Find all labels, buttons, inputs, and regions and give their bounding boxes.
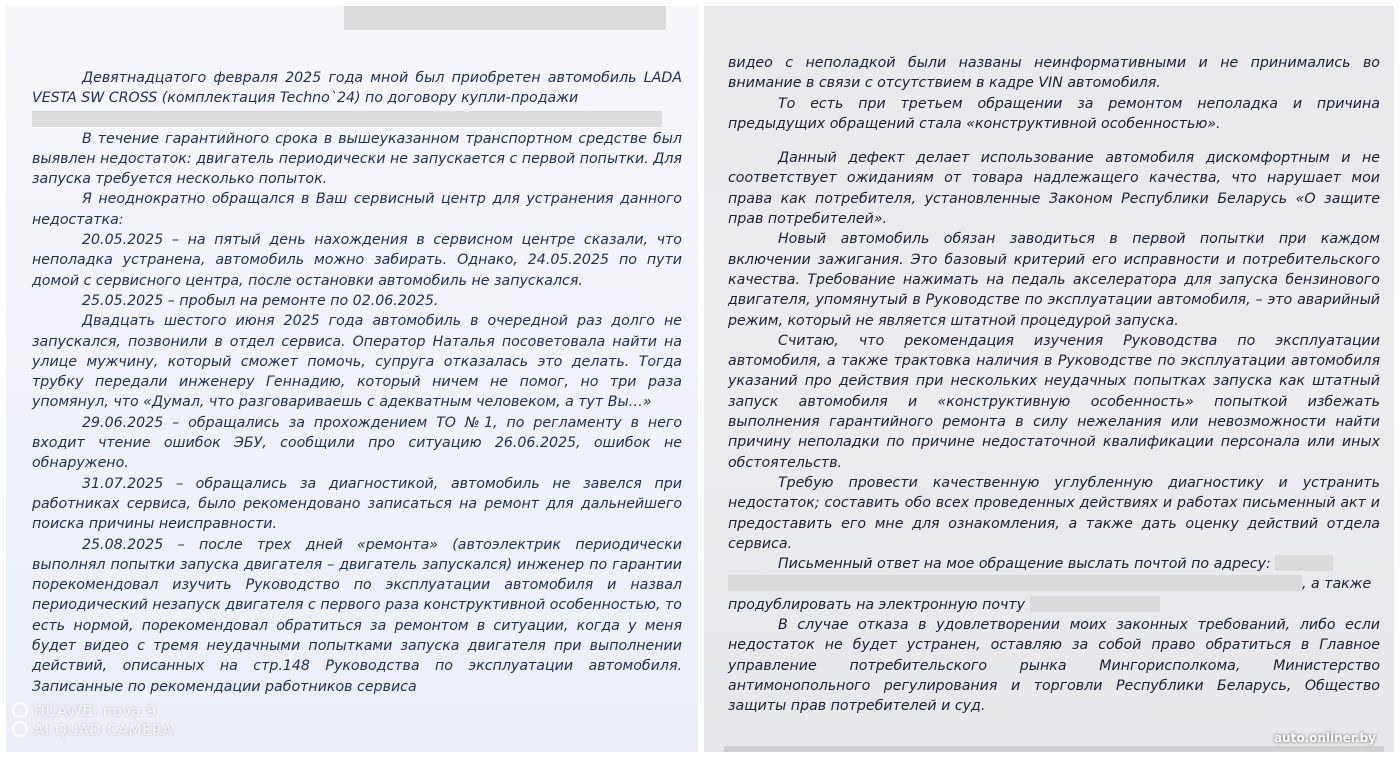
also-label: , а также bbox=[1302, 576, 1372, 593]
paragraph-refusal: В случае отказа в удовлетворении моих законных требований, либо если недостаток не будет устранен, оставляю за собой право обратиться в Главное управление потребительского рынка Мингорисполкома, Министерство антимонопольного регулирования и торговли Республики Беларусь, Общество защиты прав потребителей и суд. bbox=[728, 617, 1380, 715]
document-page-right bbox=[704, 6, 1394, 752]
camera-watermark bbox=[12, 702, 173, 740]
paragraph-2606: Двадцать шестого июня 2025 года автомобиль в очередной раз долго не запускался, позвонили в отдел сервиса. Оператор Наталья посоветовала найти на улице мужчину, который сможет помочь, супруга отказалась это делать. Тогда трубку передали инженеру Геннадию, который ничем не помог, но три раза упомянул, что «Думал, что разговариваешь с адекватным человеком, а тут Вы…» bbox=[32, 313, 682, 411]
site-watermark: auto.onliner.by bbox=[1273, 730, 1376, 745]
paragraph-3107: 31.07.2025 – обращались за диагностикой, автомобиль не завелся при работниках сервиса, было рекомендовано записаться на ремонт для дальнейшего поиска причины неисправности. bbox=[32, 475, 682, 533]
camera-lens-icon bbox=[12, 702, 28, 718]
paragraph-rights: Данный дефект делает использование автомобиля дискомфортным и не соответствует ожиданиям от товара надлежащего качества, что нарушает мои права как потребителя, установленные Законом Республики Беларусь «О защите прав потребителей». bbox=[728, 150, 1380, 228]
watermark-camera: AI QUAD CAMERA bbox=[34, 721, 174, 739]
paragraph-defect: В течение гарантийного срока в вышеуказанном транспортном средстве был выявлен недостаток: двигатель периодически не запускается с первой попытки. Для запуска требуется несколько попыток. bbox=[32, 130, 682, 188]
left-page-text bbox=[32, 68, 682, 697]
paragraph-email bbox=[728, 595, 1380, 615]
paragraph-new-car: Новый автомобиль обязан заводиться в первой попытки при каждом включении зажигания. Это базовый критерий его исправности и потребительского качества. Требование нажимать на педаль акселератора для запуска бензинового двигателя, упомянутый в Руководстве по эксплуатации автомобиля, – это аварийный режим, который не является штатной процедурой запуска. bbox=[728, 231, 1380, 329]
redacted-header-block bbox=[344, 6, 666, 30]
watermark-device: HUAWEI nova 9 bbox=[34, 702, 157, 720]
redacted-email bbox=[1030, 596, 1160, 612]
paragraph-2005: 20.05.2025 – на пятый день нахождения в сервисном центре сказали, что неполадка устранена, автомобиль можно забирать. Однако, 24.05.2025 по пути домой с сервисного центра, после остановки автомобиль не запускался. bbox=[32, 232, 682, 289]
redacted-contract-line bbox=[32, 111, 662, 127]
reply-address-label: Письменный ответ на мое обращение выслать почтой по адресу: bbox=[778, 556, 1271, 573]
paragraph-third-request: То есть при третьем обращении за ремонтом неполадка и причина предыдущих обращений стала «конструктивной особенностью». bbox=[728, 95, 1380, 132]
paragraph-2906: 29.06.2025 – обращались за прохождением ТО №1, по регламенту в него входит чтение ошибок ЭБУ, сообщили про ситуацию 26.06.2025, ошибок не обнаружено. bbox=[32, 414, 682, 472]
paragraph-purchase: Девятнадцатого февраля 2025 года мной был приобретен автомобиль LADA VESTA SW CROSS (комплектация Techno`24) по договору купли-продажи bbox=[32, 70, 682, 107]
paragraph-2508: 25.08.2025 – после трех дней «ремонта» (автоэлектрик периодически выполнял попытки запуска двигателя – двигатель запускался) инженер по гарантии порекомендовал изучить Руководство по эксплуатации автомобиля и назвал периодический незапуск двигателя с первого раза конструктивной особенностью, то есть нормой, порекомендовал обратиться за ремонтом в ситуации, когда у меня будет видео с тремя неудачными попытками запуска двигателя при выполнении действий, описанных на стр.148 Руководства по эксплуатации автомобиля. Записанные по рекомендации работников сервиса bbox=[32, 536, 682, 695]
paragraph-video: видео с неполадкой были названы неинформативными и не принимались во внимание в связи с отсутствием в кадре VIN автомобиля. bbox=[728, 55, 1380, 92]
right-page-text bbox=[728, 53, 1380, 717]
paragraph-reply-address bbox=[728, 554, 1380, 574]
paragraph-requests: Я неоднократно обращался в Ваш сервисный центр для устранения данного недостатка: bbox=[32, 191, 682, 228]
paragraph-opinion: Считаю, что рекомендация изучения Руководства по эксплуатации автомобиля, а также трактовка наличия в Руководстве по эксплуатации автомобиля указаний про действия при нескольких неудачных попытках запуска как штатный запуск автомобиля и «конструктивную особенность» попыткой избежать выполнения гарантийного ремонта в силу нежелания или невозможности найти причину неполадки по причине недостаточной квалификации персонала или иных обстоятельств. bbox=[728, 332, 1380, 471]
paragraph-demand: Требую провести качественную углубленную диагностику и устранить недостаток; составить обо всех проведенных действиях и работах письменный акт и предоставить его мне для ознакомления, а также дать оценку действий отдела сервиса. bbox=[728, 474, 1380, 552]
camera-lens-icon bbox=[12, 721, 28, 737]
paragraph-2505: 25.05.2025 – пробыл на ремонте по 02.06.2025. bbox=[82, 292, 439, 309]
email-label: продублировать на электронную почту bbox=[728, 596, 1026, 613]
redacted-address-line bbox=[728, 575, 1302, 591]
paragraph-reply-address-cont bbox=[728, 574, 1380, 594]
redacted-address bbox=[1275, 555, 1333, 571]
document-page-left bbox=[6, 6, 698, 752]
